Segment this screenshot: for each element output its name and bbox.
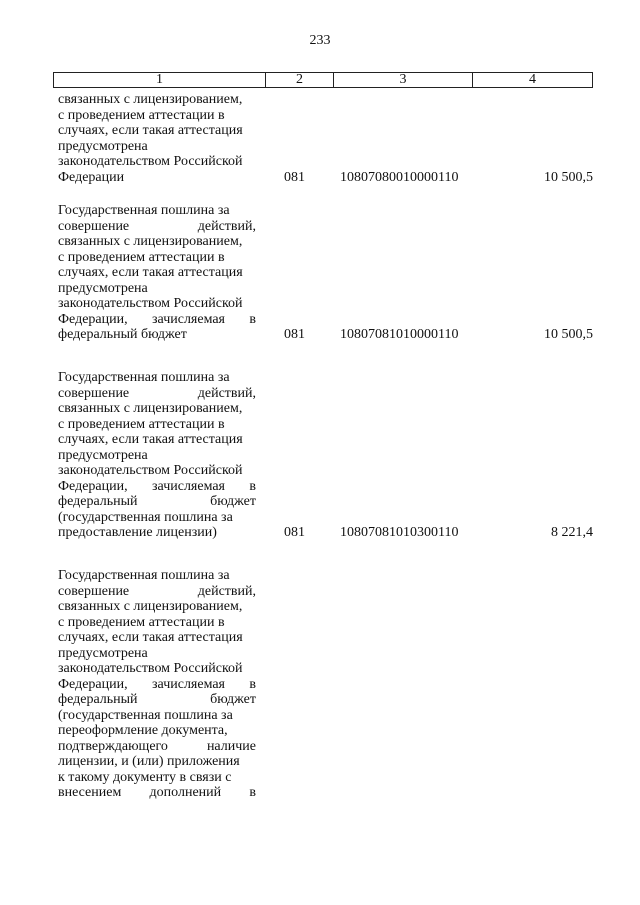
row-kbk: 10807080010000110 [340,169,459,185]
row-kbk: 10807081010300110 [340,525,459,540]
description-line: предоставление лицензии) [58,525,217,540]
header-col-1: 1 [54,73,266,87]
table-row [58,370,598,541]
description-line: подтверждающего наличие [58,738,256,754]
description-line: к такому документу в связи с [58,769,232,785]
row-description [58,370,256,541]
description-line: Федерации, зачисляемая в [58,676,256,692]
description-line: внесением дополнений в [58,785,256,800]
row-sum: 8 221,4 [551,525,593,540]
row-code: 081 [284,169,305,185]
description-line: Государственная пошлина за [58,568,230,583]
description-line: связанных с лицензированием, [58,599,243,614]
description-line: федеральный бюджет [58,692,256,707]
header-col-2: 2 [266,73,334,87]
description-line: (государственная пошлина за [58,509,233,525]
description-line: случаях, если такая аттестация [58,265,243,280]
row-sum: 10 500,5 [544,169,593,185]
description-line: предусмотрена [58,447,148,463]
description-line: совершение действий, [58,385,256,401]
page-number: 233 [309,33,331,48]
description-line: совершение действий, [58,583,256,599]
description-line: Федерации, зачисляемая в [58,478,256,494]
description-line: с проведением аттестации в [58,249,225,265]
description-line: Федерации [58,169,125,185]
description-line: законодательством Российской [58,296,243,311]
row-code: 081 [284,525,305,540]
description-line: случаях, если такая аттестация [58,630,243,645]
description-line: предусмотрена [58,280,148,296]
description-line: законодательством Российской [58,463,243,478]
description-line: с проведением аттестации в [58,614,225,630]
row-description [58,568,256,801]
description-line: законодательством Российской [58,154,243,169]
table-row [58,568,598,801]
row-sum: 10 500,5 [544,327,593,342]
description-line: Государственная пошлина за [58,370,230,385]
description-line: предусмотрена [58,138,148,154]
table-row [58,92,598,185]
description-line: (государственная пошлина за [58,707,233,723]
row-kbk: 10807081010000110 [340,327,459,342]
description-line: с проведением аттестации в [58,416,225,432]
description-line: Федерации, зачисляемая в [58,311,256,327]
description-line: случаях, если такая аттестация [58,123,243,138]
header-col-4: 4 [529,72,536,87]
description-line: законодательством Российской [58,661,243,676]
description-line: с проведением аттестации в [58,107,225,123]
header-col-3: 3 [334,73,473,87]
table-row [58,203,598,343]
description-line: федеральный бюджет [58,494,256,509]
description-line: Государственная пошлина за [58,203,230,218]
description-line: связанных с лицензированием, [58,92,243,107]
description-line: совершение действий, [58,218,256,234]
description-line: связанных с лицензированием, [58,234,243,249]
description-line: лицензии, и (или) приложения [58,754,240,769]
description-line: предусмотрена [58,645,148,661]
row-code: 081 [284,327,305,342]
row-description [58,92,256,185]
table-header [53,72,593,88]
description-line: связанных с лицензированием, [58,401,243,416]
row-description [58,203,256,343]
description-line: случаях, если такая аттестация [58,432,243,447]
description-line: федеральный бюджет [58,327,187,342]
description-line: переоформление документа, [58,723,228,738]
